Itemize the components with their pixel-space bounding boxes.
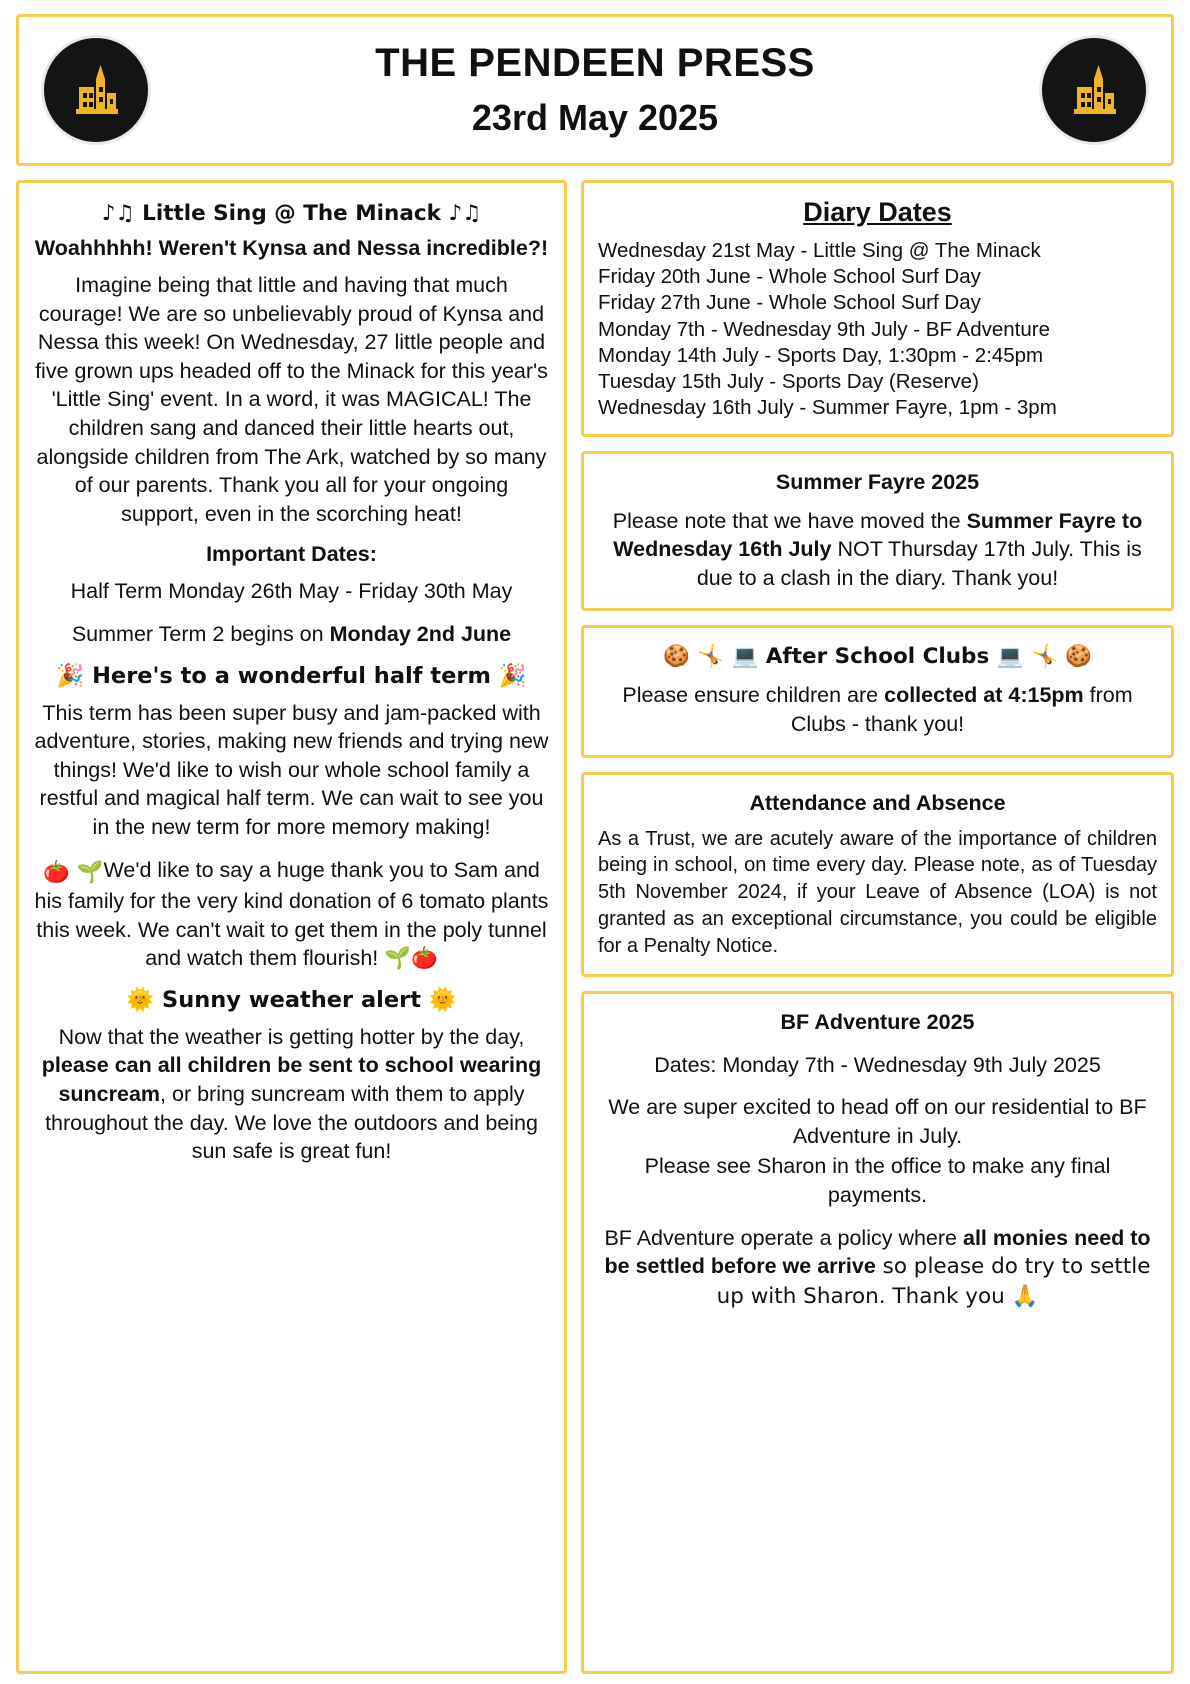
tomato-donation-body — [33, 856, 550, 973]
sun-alert-text-2: , or bring suncream with them to apply throughout the day. We love the outdoors and being sun safe is great fun! — [45, 1082, 538, 1164]
minack-subheading: Woahhhhh! Weren't Kynsa and Nessa incredible?! — [34, 236, 549, 260]
half-term-body: This term has been super busy and jam-packed with adventure, stories, making new friends and trying new things! We'd like to wish our whole school family a restful and magical half term. We can wait to see you in the new term for more memory making! — [34, 700, 549, 839]
important-dates-heading: Important Dates: — [206, 542, 377, 567]
list-item: Friday 20th June - Whole School Surf Day — [598, 265, 981, 289]
diary-dates-list — [598, 238, 1157, 422]
half-term-heading: 🎉 Here's to a wonderful half term 🎉 — [56, 662, 527, 689]
summer-fayre-line-1: Please note that we have moved the — [612, 508, 961, 533]
masthead-titles — [151, 40, 1039, 140]
issue-date: 23rd May 2025 — [471, 97, 719, 139]
diary-dates-panel — [581, 180, 1174, 437]
summer-term-date: Monday 2nd June — [329, 621, 512, 646]
sun-alert-bold: please can all children be sent to school wearing suncream — [41, 1053, 542, 1107]
bf-adventure-panel — [581, 991, 1174, 1674]
list-item: Wednesday 16th July - Summer Fayre, 1pm - 3pm — [598, 396, 1057, 420]
minack-heading: ♪♫ Little Sing @ The Minack ♪♫ — [101, 201, 482, 226]
left-column — [16, 180, 567, 1674]
bf-adventure-body-1: We are super excited to head off on our residential to BF Adventure in July. — [608, 1095, 1147, 1148]
bf-adventure-heading: BF Adventure 2025 — [780, 1009, 975, 1034]
minack-body: Imagine being that little and having that much courage! We are so unbelievably proud of Kynsa and Nessa this week! On Wednesday, 27 little people and five grown ups headed off to the Minack for this year's 'Little Sing' event. In a word, it was MAGICAL! The children sang and danced their little hearts out, alongside children from The Ark, watched by so many of our parents. Thank you all for your ongoing support, even in the scorching heat! — [35, 273, 548, 526]
bf-adventure-body-2: Please see Sharon in the office to make any final payments. — [644, 1154, 1111, 1207]
clubs-text-2: from Clubs - thank you! — [790, 683, 1133, 737]
bf-bold: all monies need to be settled before we arrive — [604, 1225, 1151, 1279]
content-columns — [16, 180, 1174, 1674]
masthead — [16, 14, 1174, 166]
main-article-panel — [16, 180, 567, 1674]
after-school-clubs-heading: 🍪 🤸 💻 After School Clubs 💻 🤸 🍪 — [662, 644, 1093, 670]
bf-text-2: so please do try to settle up with Sharon. Thank you 🙏 — [716, 1254, 1151, 1309]
diary-dates-heading: Diary Dates — [803, 197, 952, 227]
summer-fayre-heading: Summer Fayre 2025 — [775, 469, 980, 494]
page-title: THE PENDEEN PRESS — [375, 41, 815, 86]
sun-alert-body — [33, 1023, 550, 1166]
summer-fayre-panel — [581, 451, 1174, 612]
right-column — [581, 180, 1174, 1674]
clubs-text-1: Please ensure children are — [622, 683, 885, 708]
sun-alert-text-1: Now that the weather is getting hotter by the day, — [58, 1024, 525, 1049]
clubs-bold: collected at 4:15pm — [884, 683, 1084, 708]
bf-text-1: BF Adventure operate a policy where — [604, 1225, 963, 1250]
bf-adventure-dates: Dates: Monday 7th - Wednesday 9th July 2025 — [654, 1052, 1101, 1077]
summer-term-text: Summer Term 2 begins on — [71, 621, 330, 646]
attendance-heading: Attendance and Absence — [749, 790, 1006, 815]
summer-fayre-line-2: Summer Fayre to Wednesday 16th July — [613, 508, 1143, 562]
school-crest-icon-left — [41, 35, 151, 145]
tomato-donation-text: We'd like to say a huge thank you to Sam and his family for the very kind donation of 6 tomato plants this week. We can't wait to get them in the poly tunnel and watch them flourish! 🌱🍅 — [34, 857, 549, 971]
important-dates-line-2 — [33, 620, 550, 649]
bf-adventure-body-3 — [598, 1224, 1157, 1312]
after-school-clubs-body — [598, 681, 1157, 738]
important-dates-line-1: Half Term Monday 26th May - Friday 30th May — [70, 579, 513, 604]
list-item: Tuesday 15th July - Sports Day (Reserve) — [598, 370, 979, 394]
sun-alert-heading: 🌞 Sunny weather alert 🌞 — [126, 986, 457, 1013]
list-item: Wednesday 21st May - Little Sing @ The Minack — [598, 239, 1041, 262]
summer-fayre-line-3: NOT Thursday 17th July. This is due to a clash in the diary. Thank you! — [696, 537, 1142, 590]
tomato-plant-icons: 🍅 🌱 — [43, 859, 104, 885]
school-crest-icon-right — [1039, 35, 1149, 145]
attendance-body: As a Trust, we are acutely aware of the importance of children being in school, on time every day. Please note, as of Tuesday 5th November 2024, if your Leave of Absence (LOA) is not granted as an exceptional circumstance, you could be eligible for a Penalty Notice. — [598, 827, 1157, 957]
list-item: Monday 7th - Wednesday 9th July - BF Adventure — [598, 317, 1051, 341]
attendance-panel — [581, 772, 1174, 977]
list-item: Friday 27th June - Whole School Surf Day — [598, 291, 981, 315]
list-item: Monday 14th July - Sports Day, 1:30pm - 2:45pm — [598, 343, 1044, 367]
summer-fayre-body — [598, 507, 1157, 593]
after-school-clubs-panel — [581, 625, 1174, 757]
